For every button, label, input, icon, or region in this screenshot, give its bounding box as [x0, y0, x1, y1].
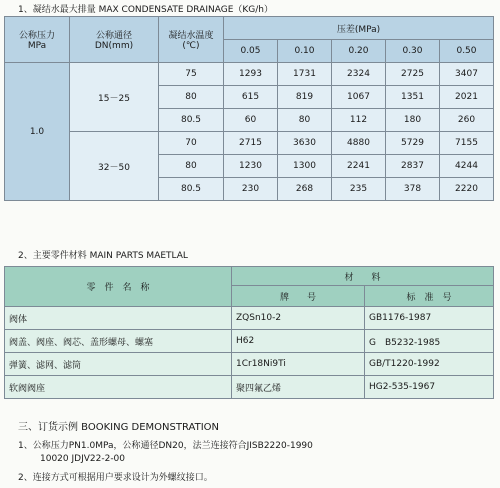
grade-cell: ZQSn10-2 — [232, 307, 365, 330]
grade-cell: 1Cr18Ni9Ti — [232, 353, 365, 376]
value-cell: 2021 — [440, 86, 494, 109]
value-cell: 615 — [224, 86, 278, 109]
value-cell: 60 — [224, 109, 278, 132]
value-cell: 1293 — [224, 63, 278, 86]
header-diff: 压差(MPa) — [224, 17, 494, 40]
table-row — [5, 132, 494, 155]
diff-3: 0.30 — [386, 40, 440, 63]
header-part: 零 件 名 称 — [5, 267, 232, 307]
pressure-cell: 1.0 — [5, 63, 70, 201]
value-cell: 1351 — [386, 86, 440, 109]
header-grade: 牌 号 — [232, 286, 365, 307]
header-temp: 凝结水温度 (℃) — [159, 17, 224, 63]
value-cell: 1230 — [224, 155, 278, 178]
section2-title: 2、主要零件材料 MAIN PARTS MAETLAL — [18, 251, 188, 261]
main-parts-table — [4, 266, 494, 399]
value-cell: 2241 — [332, 155, 386, 178]
booking-line-2: 10020 JDJV22-2-00 — [40, 454, 126, 464]
temp-cell: 80.5 — [159, 178, 224, 201]
standard-cell: GB1176-1987 — [365, 307, 494, 330]
header-standard: 标 准 号 — [365, 286, 494, 307]
dn-cell: 32－50 — [70, 132, 159, 201]
value-cell: 230 — [224, 178, 278, 201]
dn-cell: 15－25 — [70, 63, 159, 132]
value-cell: 4244 — [440, 155, 494, 178]
value-cell: 1731 — [278, 63, 332, 86]
value-cell: 180 — [386, 109, 440, 132]
temp-cell: 80.5 — [159, 109, 224, 132]
grade-cell: H62 — [232, 330, 365, 353]
header-dn: 公称通径 DN(mm) — [70, 17, 159, 63]
booking-line-1: 1、公称压力PN1.0MPa，公称通径DN20，法兰连接符合JISB2220-1990 — [18, 441, 313, 451]
value-cell: 2837 — [386, 155, 440, 178]
value-cell: 80 — [278, 109, 332, 132]
diff-4: 0.50 — [440, 40, 494, 63]
header-pressure: 公称压力 MPa — [5, 17, 70, 63]
temp-cell: 70 — [159, 132, 224, 155]
header-material: 材 料 — [232, 267, 494, 286]
table-row — [5, 353, 494, 376]
standard-cell: G B5232-1985 — [365, 330, 494, 353]
temp-cell: 75 — [159, 63, 224, 86]
temp-cell: 80 — [159, 155, 224, 178]
value-cell: 2715 — [224, 132, 278, 155]
table-row — [5, 307, 494, 330]
part-cell: 软阀阀座 — [5, 376, 232, 399]
diff-2: 0.20 — [332, 40, 386, 63]
standard-cell: GB/T1220-1992 — [365, 353, 494, 376]
value-cell: 3407 — [440, 63, 494, 86]
value-cell: 4880 — [332, 132, 386, 155]
grade-cell: 聚四氟乙烯 — [232, 376, 365, 399]
condensate-drainage-table — [4, 16, 494, 201]
value-cell: 1300 — [278, 155, 332, 178]
table-row — [5, 376, 494, 399]
value-cell: 378 — [386, 178, 440, 201]
table-row — [5, 63, 494, 86]
value-cell: 112 — [332, 109, 386, 132]
section1-title: 1、凝结水最大排量 MAX CONDENSATE DRAINAGE（KG/h） — [18, 5, 274, 15]
value-cell: 268 — [278, 178, 332, 201]
value-cell: 1067 — [332, 86, 386, 109]
standard-cell: HG2-535-1967 — [365, 376, 494, 399]
part-cell: 阀体 — [5, 307, 232, 330]
diff-1: 0.10 — [278, 40, 332, 63]
value-cell: 235 — [332, 178, 386, 201]
value-cell: 260 — [440, 109, 494, 132]
value-cell: 3630 — [278, 132, 332, 155]
table-row — [5, 330, 494, 353]
value-cell: 819 — [278, 86, 332, 109]
part-cell: 弹簧、滤网、滤筒 — [5, 353, 232, 376]
booking-line-3: 2、连接方式可根据用户要求设计为外螺纹接口。 — [18, 473, 213, 483]
part-cell: 阀盖、阀座、阀芯、盖形螺母、螺塞 — [5, 330, 232, 353]
section3-title: 三、订货示例 BOOKING DEMONSTRATION — [18, 422, 219, 433]
value-cell: 2725 — [386, 63, 440, 86]
temp-cell: 80 — [159, 86, 224, 109]
value-cell: 2220 — [440, 178, 494, 201]
value-cell: 5729 — [386, 132, 440, 155]
value-cell: 2324 — [332, 63, 386, 86]
diff-0: 0.05 — [224, 40, 278, 63]
value-cell: 7155 — [440, 132, 494, 155]
